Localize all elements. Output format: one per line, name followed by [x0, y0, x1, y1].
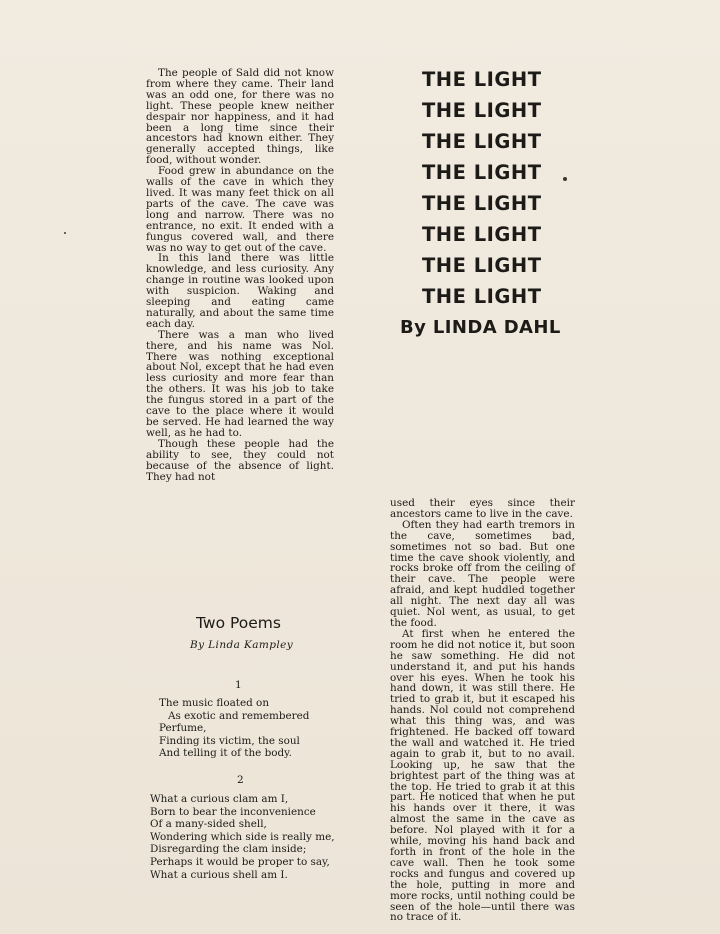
poem-line: Born to bear the inconvenience — [150, 805, 316, 818]
story-title-line: THE LIGHT — [422, 223, 542, 246]
poem-line: The music floated on — [159, 697, 270, 709]
poem-line: Perhaps it would be proper to say, — [150, 855, 330, 868]
story-column-right — [390, 498, 575, 923]
ink-speck — [563, 177, 567, 181]
poem-line: Disregarding the clam inside; — [150, 843, 307, 856]
story-title-line: THE LIGHT — [422, 99, 542, 122]
story-title-line: THE LIGHT — [422, 285, 542, 308]
story-paragraph: Food grew in abundance on the walls of the cave in which they lived. It was many feet thick on all parts of the cave. The cave was long and narrow. There was no entrance, no exit. It ended with a fungus covered wall, and there was no way to get out of the cave. — [146, 165, 334, 254]
poems-title: Two Poems — [196, 614, 281, 632]
story-paragraph: used their eyes since their ancestors came to live in the cave. — [390, 497, 575, 520]
poem-one — [159, 697, 309, 760]
story-paragraph: The people of Sald did not know from where they came. Their land was an odd one, for there was no light. These people knew neither despair nor happiness, and it had been a long time since their ancestors had known either. They generally accepted things, like food, without wonder. — [146, 67, 334, 167]
story-title-line: THE LIGHT — [422, 161, 542, 184]
poems-byline: By Linda Kampley — [190, 639, 294, 651]
story-paragraph: At first when he entered the room he did not notice it, but soon he saw something. He did not understand it, and put his hands over his eyes. When he took his hand down, it was still there. He tried to grab it, but it escaped his hands. Nol could not comprehend what this thing was, and was frightened. He backed off toward the wall and watched it. He tried again to grab it, but to no avail. Looking up, he saw that the brightest part of the thing was at the top. He tried to grab it at this part. He noticed that when he put his hands over it there, it was almost the same in the cave as before. Nol played with it for a while, moving his hand back and forth in front of the hole in the cave wall. Then he took some rocks and fungus and covered up the hole, putting in more and more rocks, until nothing could be seen of the hole—until there was no trace of it. — [390, 627, 575, 924]
poem-line: Of a many-sided shell, — [150, 818, 267, 831]
poem-line: As exotic and remembered — [168, 709, 310, 722]
ink-speck — [64, 232, 66, 234]
story-paragraph: Often they had earth tremors in the cave, sometimes bad, sometimes not so bad. But one time the cave shook violently, and rocks broke off from the ceiling of their cave. The people were afraid, and kept huddled together all night. The next day all was quiet. Nol went, as usual, to get the food. — [390, 518, 575, 629]
story-title-block — [400, 64, 560, 343]
poem-line: What a curious shell am I. — [150, 868, 288, 881]
story-paragraph: In this land there was little knowledge, and less curiosity. Any change in routine was looked upon with suspicion. Waking and sleeping and eating came naturally, and about the same time each day. — [146, 252, 334, 330]
poem-number: 2 — [237, 774, 244, 786]
poem-line: What a curious clam am I, — [150, 793, 289, 805]
poem-two — [150, 793, 335, 881]
story-byline: By LINDA DAHL — [400, 317, 561, 338]
poem-line: Perfume, — [159, 722, 207, 735]
story-title-line: THE LIGHT — [422, 192, 542, 215]
poem-number: 1 — [235, 679, 242, 691]
story-title-line: THE LIGHT — [422, 254, 542, 277]
poem-line: And telling it of the body. — [159, 747, 292, 760]
story-paragraph: There was a man who lived there, and his name was Nol. There was nothing exceptional about Nol, except that he had even less curiosity and more fear than the others. It was his job to take the fungus stored in a part of the cave to the place where it would be served. He had learned the way well, as he had to. — [146, 328, 334, 439]
poem-line: Finding its victim, the soul — [159, 734, 300, 747]
story-paragraph: Though these people had the ability to see, they could not because of the absence of light. They had not — [146, 437, 334, 483]
story-title-line: THE LIGHT — [422, 68, 542, 91]
poem-line: Wondering which side is really me, — [150, 830, 335, 843]
story-title-line: THE LIGHT — [422, 130, 542, 153]
story-column-left — [146, 68, 334, 482]
